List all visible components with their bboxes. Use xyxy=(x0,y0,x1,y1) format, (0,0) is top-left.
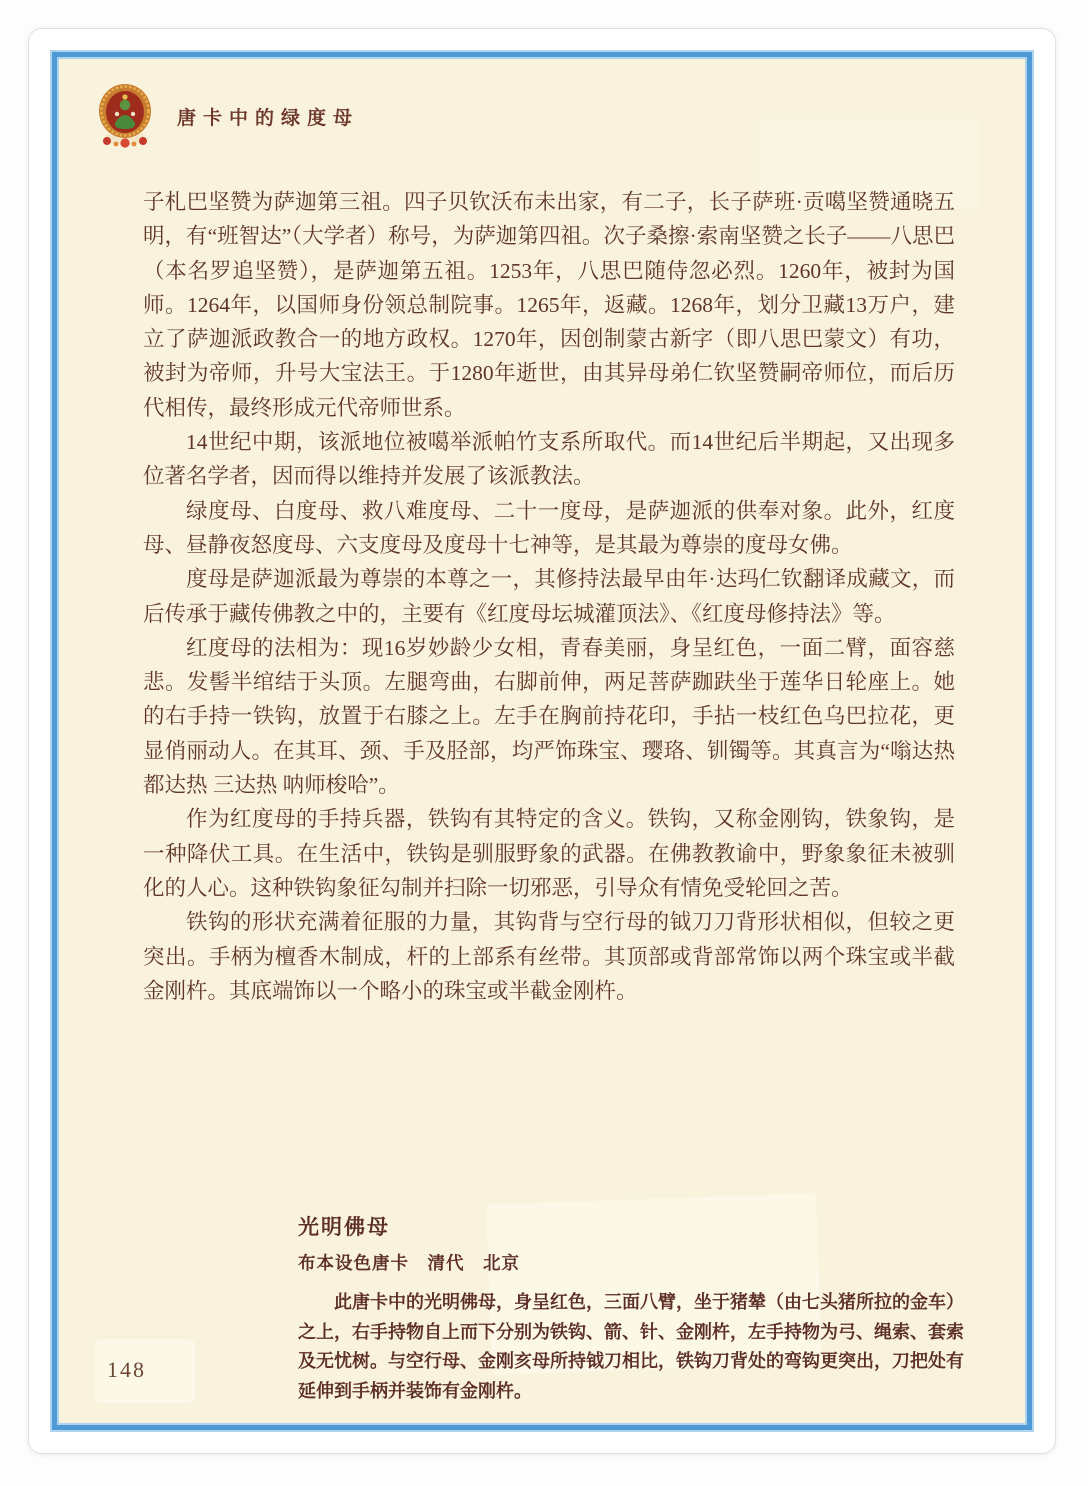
book-title: 唐卡中的绿度母 xyxy=(177,107,360,129)
paragraph: 绿度母、白度母、救八难度母、二十一度母，是萨迦派的供奉对象。此外，红度母、昼静夜怒度母、六支度母及度母十七神等，是其最为尊崇的度母女佛。 xyxy=(143,498,955,557)
blue-frame-border xyxy=(52,52,1032,1430)
book-page xyxy=(28,28,1056,1454)
paragraph: 14世纪中期，该派地位被噶举派帕竹支系所取代。而14世纪后半期起，又出现多位著名学者，因而得以维持并发展了该派教法。 xyxy=(143,430,955,489)
page-header xyxy=(95,83,359,149)
paragraph: 子札巴坚赞为萨迦第三祖。四子贝钦沃布未出家，有二子，长子萨班·贡噶坚赞通晓五明，有“班智达”（大学者）称号，为萨迦第四祖。次子桑擦·索南坚赞之长子——八思巴（本名罗追坚赞），是萨迦第五祖。1253年，八思巴随侍忽必烈。1260年，被封为国师。1264年，以国师身份领总制院事。1265年，返藏。1268年，划分卫藏13万户，建立了萨迦派政教合一的地方政权。1270年，因创制蒙古新字（即八思巴蒙文）有功，被封为帝师，升号大宝法王。于1280年逝世，由其异母弟仁钦坚赞嗣帝师位，而后历代相传，最终形成元代帝师世系。 xyxy=(143,190,955,420)
paragraph: 度母是萨迦派最为尊崇的本尊之一，其修持法最早由年·达玛仁钦翻译成藏文，而后传承于藏传佛教之中的，主要有《红度母坛城灌顶法》、《红度母修持法》等。 xyxy=(143,567,955,626)
paragraph: 铁钩的形状充满着征服的力量，其钩背与空行母的钺刀刀背形状相似，但较之更突出。手柄为檀香木制成，杆的上部系有丝带。其顶部或背部常饰以两个珠宝或半截金刚杵。其底端饰以一个略小的珠宝或半截金刚杵。 xyxy=(143,910,955,1003)
page-content-area xyxy=(57,57,1027,1425)
paragraph: 作为红度母的手持兵器，铁钩有其特定的含义。铁钩，又称金刚钩，铁象钩，是一种降伏工具。在生活中，铁钩是驯服野象的武器。在佛教教谕中，野象象征未被驯化的人心。这种铁钩象征勾制并扫除一切邪恶，引导众有情免受轮回之苦。 xyxy=(143,807,955,900)
artwork-caption xyxy=(298,1211,964,1406)
page-number: 148 xyxy=(107,1357,146,1382)
thangka-logo-icon xyxy=(95,83,155,149)
caption-subtitle: 布本设色唐卡 清代 北京 xyxy=(298,1253,520,1273)
caption-text: 此唐卡中的光明佛母，身呈红色，三面八臂，坐于猪辇（由七头猪所拉的金车）之上，右手持物自上而下分别为铁钩、箭、针、金刚杵，左手持物为弓、绳索、套索及无忧树。与空行母、金刚亥母所持钺刀相比，铁钩刀背处的弯钩更突出，刀把处有延伸到手柄并装饰有金刚杵。 xyxy=(298,1292,964,1401)
main-text-block xyxy=(143,185,955,1008)
outer-frame-line xyxy=(50,50,1034,1432)
caption-title: 光明佛母 xyxy=(298,1216,390,1239)
paragraph: 红度母的法相为：现16岁妙龄少女相，青春美丽，身呈红色，一面二臂，面容慈悲。发髻半绾结于头顶。左腿弯曲，右脚前伸，两足菩萨跏趺坐于莲华日轮座上。她的右手持一铁钩，放置于右膝之上。左手在胸前持花印，手拈一枝红色乌巴拉花，更显俏丽动人。在其耳、颈、手及胫部，均严饰珠宝、璎珞、钏镯等。其真言为“嗡达热 都达热 三达热 呐师梭哈”。 xyxy=(143,635,955,798)
